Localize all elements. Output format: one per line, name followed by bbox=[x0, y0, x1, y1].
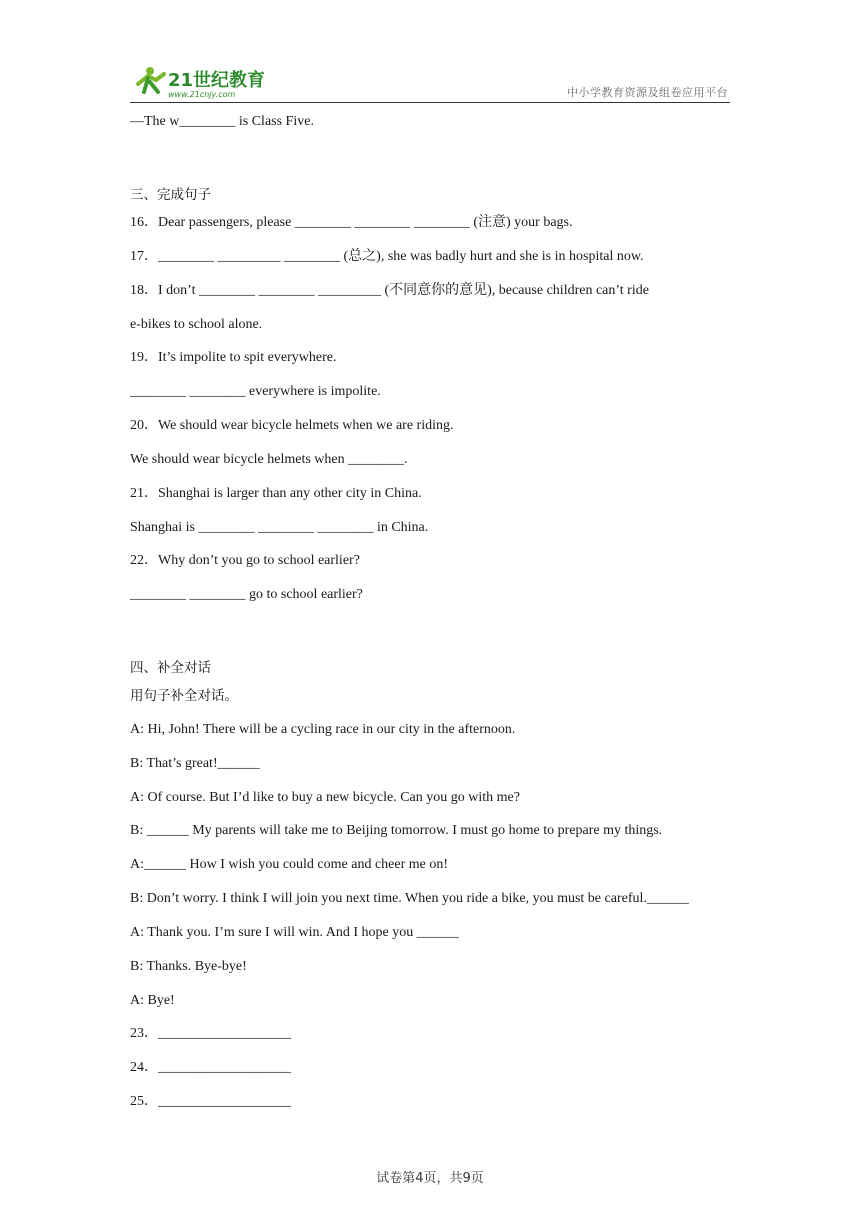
logo-text: 21世纪教育 bbox=[168, 70, 266, 91]
dialogue-line-7: A: Thank you. I’m sure I will win. And I hope you ______ bbox=[130, 925, 459, 940]
question-22-prompt: 22．Why don’t you go to school earlier? bbox=[130, 553, 360, 568]
header-platform-text: 中小学教育资源及组卷应用平台 bbox=[567, 86, 728, 99]
dialogue-line-6: B: Don’t worry. I think I will join you next time. When you ride a bike, you must be careful.______ bbox=[130, 891, 689, 906]
answer-line-23: 23．___________________ bbox=[130, 1026, 291, 1041]
question-16: 16．Dear passengers, please ________ ________ ________ (注意) your bags. bbox=[130, 215, 573, 230]
section-heading-3: 三、完成句子 bbox=[130, 187, 211, 203]
logo-21cnjy bbox=[130, 64, 270, 100]
question-19-prompt: 19．It’s impolite to spit everywhere. bbox=[130, 350, 337, 365]
question-19-answer: ________ ________ everywhere is impolite. bbox=[130, 384, 381, 399]
dialogue-line-3: A: Of course. But I’d like to buy a new bicycle. Can you go with me? bbox=[130, 790, 520, 805]
question-22-answer: ________ ________ go to school earlier? bbox=[130, 587, 363, 602]
question-18-line-1: 18．I don’t ________ ________ _________ (不同意你的意见), because children can’t ride bbox=[130, 283, 649, 298]
question-21-prompt: 21．Shanghai is larger than any other city in China. bbox=[130, 486, 422, 501]
previous-question-tail: —The w________ is Class Five. bbox=[130, 114, 314, 129]
question-18-line-2: e-bikes to school alone. bbox=[130, 317, 263, 332]
question-17: 17．________ _________ ________ (总之), she was badly hurt and she is in hospital now. bbox=[130, 249, 644, 264]
dialogue-line-2: B: That’s great!______ bbox=[130, 756, 260, 771]
question-20-prompt: 20．We should wear bicycle helmets when we are riding. bbox=[130, 418, 454, 433]
page-header bbox=[130, 62, 730, 103]
dialogue-line-5: A:______ How I wish you could come and cheer me on! bbox=[130, 857, 449, 872]
dialogue-line-1: A: Hi, John! There will be a cycling race in our city in the afternoon. bbox=[130, 722, 516, 737]
dialogue-line-4: B: ______ My parents will take me to Beijing tomorrow. I must go home to prepare my things. bbox=[130, 823, 663, 838]
answer-line-24: 24．___________________ bbox=[130, 1060, 291, 1075]
section-4-instruction: 用句子补全对话。 bbox=[130, 688, 238, 704]
logo-subtext: www.21cnjy.com bbox=[168, 90, 236, 99]
answer-line-25: 25．___________________ bbox=[130, 1094, 291, 1109]
dialogue-line-9: A: Bye! bbox=[130, 993, 175, 1008]
page-footer: 试卷第4页，共9页 bbox=[376, 1171, 484, 1186]
question-21-answer: Shanghai is ________ ________ ________ in China. bbox=[130, 520, 429, 535]
dialogue-line-8: B: Thanks. Bye-bye! bbox=[130, 959, 247, 974]
section-heading-4: 四、补全对话 bbox=[130, 660, 211, 676]
question-20-answer: We should wear bicycle helmets when ________. bbox=[130, 452, 408, 467]
